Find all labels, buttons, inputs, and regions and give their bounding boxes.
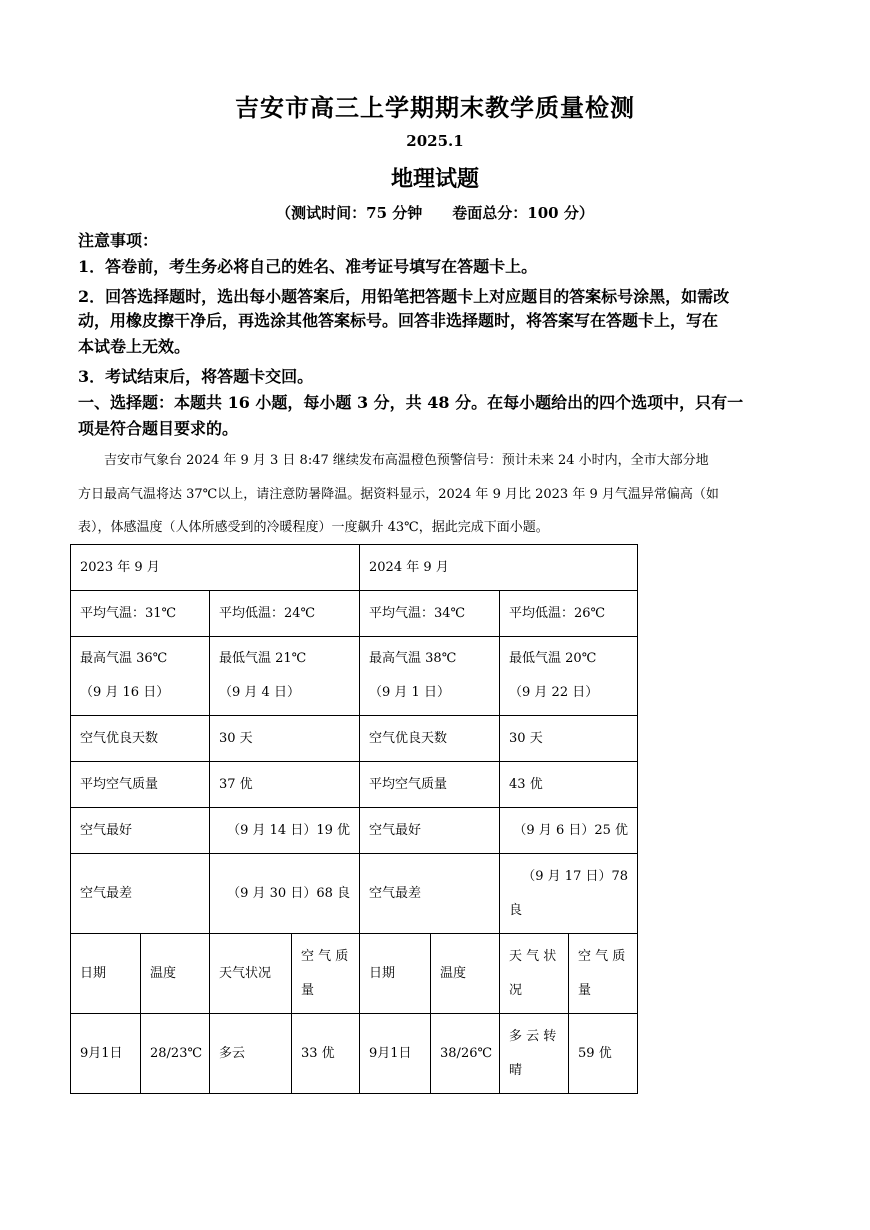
day-aq-2024: 59 优	[569, 1014, 638, 1094]
exam-date: 2025.1	[406, 132, 464, 150]
avg-temp-2024: 平均气温：34℃	[360, 591, 500, 637]
table-row	[71, 591, 638, 637]
worst-aq-2023: （9 月 30 日）68 良	[210, 854, 360, 934]
score-info: 卷面总分：100 分）	[452, 204, 594, 222]
min-temp-2023	[210, 637, 360, 716]
weather-comparison-table	[70, 544, 638, 1094]
worst-aq-label-2024: 空气最差	[360, 854, 500, 934]
table-row	[71, 716, 638, 762]
year-2023-header: 2023 年 9 月	[71, 545, 360, 591]
notice-item-1: 1．答卷前，考生务必将自己的姓名、准考证号填写在答题卡上。	[78, 257, 538, 276]
exam-title: 吉安市高三上学期期末教学质量检测	[235, 93, 635, 122]
min-temp-2024	[500, 637, 638, 716]
good-days-2023: 30 天	[210, 716, 360, 762]
max-temp-2024-date: （9 月 1 日）	[369, 685, 450, 700]
table-row	[71, 934, 638, 1014]
col-weather-2024-line-1: 天 气 状	[509, 948, 557, 964]
day-weather-2024-line-2: 晴	[509, 1062, 523, 1078]
col-date-2023: 日期	[71, 934, 141, 1014]
col-weather-2023: 天气状况	[210, 934, 292, 1014]
avg-low-2024: 平均低温：26℃	[500, 591, 638, 637]
table-row	[71, 854, 638, 934]
day-date-2023: 9月1日	[71, 1014, 141, 1094]
notice-heading: 注意事项：	[78, 231, 159, 250]
best-aq-label-2024: 空气最好	[360, 808, 500, 854]
min-temp-2024-date: （9 月 22 日）	[509, 685, 599, 700]
section-heading-line-1: 一、选择题：本题共 16 小题，每小题 3 分，共 48 分。在每小题给出的四个选项中，只有一	[78, 393, 744, 412]
min-temp-2023-value: 最低气温 21℃	[219, 651, 307, 666]
col-aq-2024	[569, 934, 638, 1014]
col-aq-2023	[292, 934, 360, 1014]
col-aq-2023-line-2: 量	[301, 982, 315, 998]
day-weather-2024-line-1: 多 云 转	[509, 1028, 557, 1044]
avg-low-2023: 平均低温：24℃	[210, 591, 360, 637]
good-days-label-2024: 空气优良天数	[360, 716, 500, 762]
passage-line-1: 吉安市气象台 2024 年 9 月 3 日 8:47 继续发布高温橙色预警信号：预计未来 24 小时内，全市大部分地	[104, 453, 709, 468]
time-info: （测试时间：75 分钟	[276, 204, 423, 222]
avg-aq-2024: 43 优	[500, 762, 638, 808]
day-weather-2024	[500, 1014, 569, 1094]
day-aq-2023: 33 优	[292, 1014, 360, 1094]
avg-aq-label-2024: 平均空气质量	[360, 762, 500, 808]
notice-item-2-line-2: 动，用橡皮擦干净后，再选涂其他答案标号。回答非选择题时，将答案写在答题卡上，写在	[78, 311, 719, 330]
table-row	[71, 1014, 638, 1094]
worst-aq-label-2023: 空气最差	[71, 854, 210, 934]
best-aq-2024: （9 月 6 日）25 优	[500, 808, 638, 854]
day-date-2024: 9月1日	[360, 1014, 431, 1094]
worst-aq-2024-line-1: （9 月 17 日）78	[522, 868, 629, 884]
max-temp-2024	[360, 637, 500, 716]
passage-line-2: 方日最高气温将达 37℃以上，请注意防暑降温。据资料显示，2024 年 9 月比 2023 年 9 月气温异常偏高（如	[78, 487, 719, 502]
good-days-label-2023: 空气优良天数	[71, 716, 210, 762]
col-temp-2024: 温度	[431, 934, 500, 1014]
col-aq-2023-line-1: 空 气 质	[301, 948, 349, 964]
avg-temp-2023: 平均气温：31℃	[71, 591, 210, 637]
table-row	[71, 637, 638, 716]
passage-line-3: 表），体感温度（人体所感受到的冷暖程度）一度飙升 43℃，据此完成下面小题。	[78, 520, 549, 535]
col-temp-2023: 温度	[141, 934, 210, 1014]
avg-aq-label-2023: 平均空气质量	[71, 762, 210, 808]
table-row	[71, 545, 638, 591]
min-temp-2024-value: 最低气温 20℃	[509, 651, 597, 666]
col-aq-2024-line-2: 量	[578, 982, 592, 998]
test-info	[0, 202, 870, 223]
table-row	[71, 808, 638, 854]
col-date-2024: 日期	[360, 934, 431, 1014]
notice-item-2-line-3: 本试卷上无效。	[78, 337, 191, 356]
min-temp-2023-date: （9 月 4 日）	[219, 685, 300, 700]
good-days-2024: 30 天	[500, 716, 638, 762]
max-temp-2023	[71, 637, 210, 716]
subject-title: 地理试题	[390, 166, 479, 192]
table-row	[71, 762, 638, 808]
year-2024-header: 2024 年 9 月	[360, 545, 638, 591]
max-temp-2023-date: （9 月 16 日）	[80, 685, 170, 700]
worst-aq-2024-line-2: 良	[509, 902, 523, 918]
best-aq-label-2023: 空气最好	[71, 808, 210, 854]
col-aq-2024-line-1: 空 气 质	[578, 948, 626, 964]
section-heading-line-2: 项是符合题目要求的。	[78, 419, 239, 438]
max-temp-2024-value: 最高气温 38℃	[369, 651, 457, 666]
col-weather-2024-line-2: 况	[509, 982, 523, 998]
worst-aq-2024	[500, 854, 638, 934]
max-temp-2023-value: 最高气温 36℃	[80, 651, 168, 666]
day-weather-2023: 多云	[210, 1014, 292, 1094]
day-temp-2024: 38/26℃	[431, 1014, 500, 1094]
avg-aq-2023: 37 优	[210, 762, 360, 808]
best-aq-2023: （9 月 14 日）19 优	[210, 808, 360, 854]
col-weather-2024	[500, 934, 569, 1014]
notice-item-2-line-1: 2．回答选择题时，选出每小题答案后，用铅笔把答题卡上对应题目的答案标号涂黑，如需改	[78, 287, 730, 306]
notice-item-3: 3．考试结束后，将答题卡交回。	[78, 367, 314, 386]
day-temp-2023: 28/23℃	[141, 1014, 210, 1094]
